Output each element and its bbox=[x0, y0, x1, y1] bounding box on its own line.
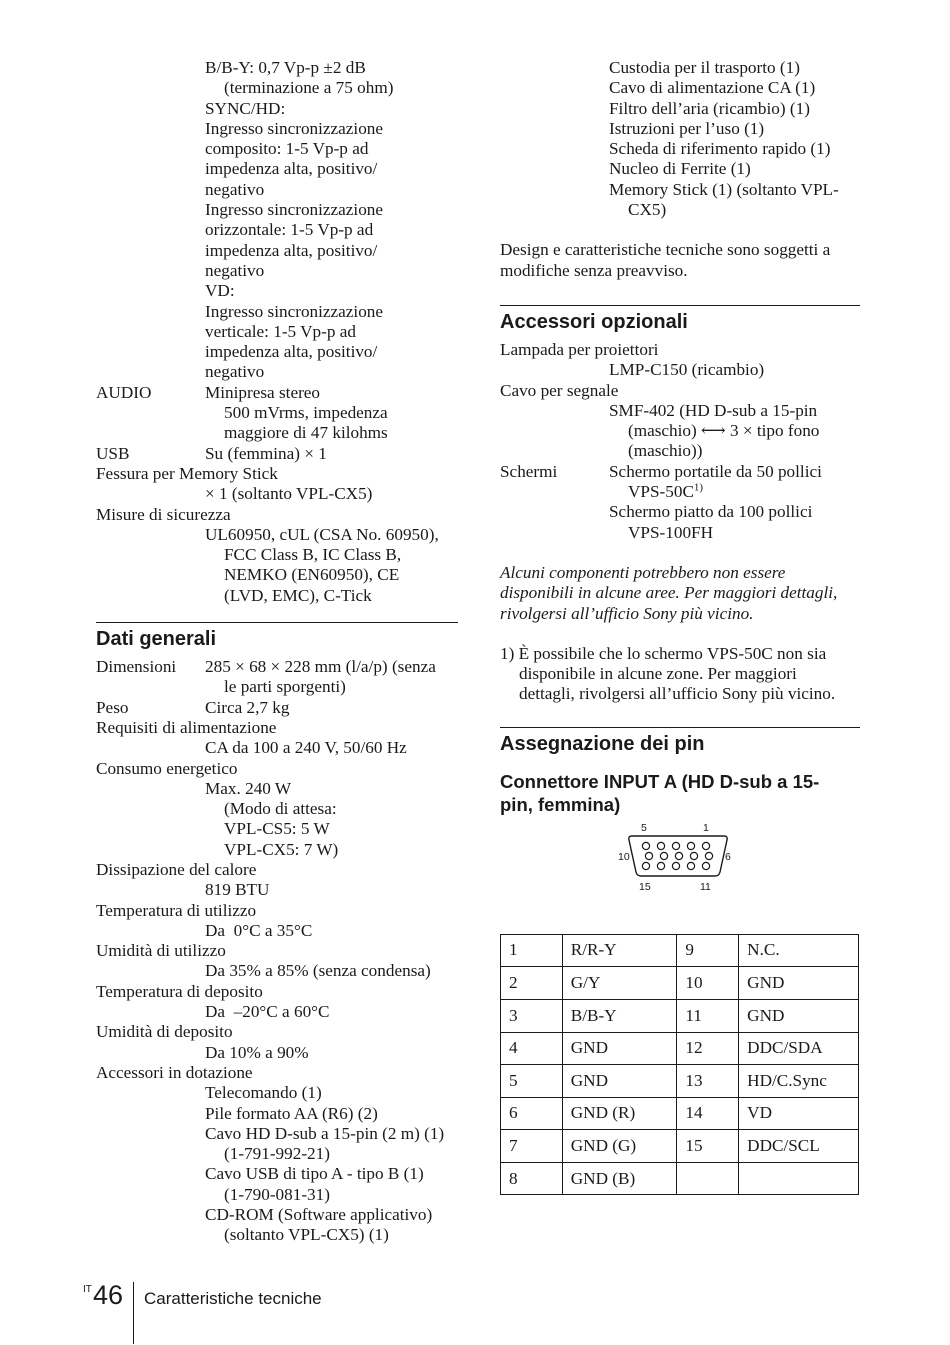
spec-key: Umidità di utilizzo bbox=[96, 941, 226, 961]
spec-key: USB bbox=[96, 443, 130, 463]
hd-dsub-15-pin-icon bbox=[500, 816, 860, 916]
pin-signal: DDC/SDA bbox=[739, 1032, 859, 1065]
spec-value: Circa 2,7 kg bbox=[205, 697, 290, 717]
spec-key: Dimensioni bbox=[96, 657, 177, 677]
language-code: IT bbox=[83, 1284, 92, 1295]
pin-signal: VD bbox=[739, 1097, 859, 1130]
pin-label-15: 15 bbox=[639, 880, 651, 893]
footer-divider bbox=[133, 1282, 134, 1344]
spec-line: verticale: 1-5 Vp-p ad bbox=[205, 321, 356, 341]
table-row bbox=[501, 967, 859, 1000]
availability-note-line: rivolgersi all’ufficio Sony più vicino. bbox=[500, 603, 754, 623]
spec-line: Ingresso sincronizzazione bbox=[205, 200, 384, 220]
footer-section-title: Caratteristiche tecniche bbox=[144, 1289, 322, 1308]
spec-line: orizzontale: 1-5 Vp-p ad bbox=[205, 220, 374, 240]
spec-key: AUDIO bbox=[96, 382, 152, 402]
spec-line: impedenza alta, positivo/ bbox=[205, 342, 378, 362]
left-column bbox=[96, 58, 458, 1246]
spec-line: (maschio)) bbox=[628, 441, 703, 461]
pin-number: 9 bbox=[677, 934, 739, 967]
spec-line: (LVD, EMC), C-Tick bbox=[224, 585, 372, 605]
connector-diagram bbox=[500, 816, 860, 916]
spec-key: Temperatura di utilizzo bbox=[96, 900, 257, 920]
spec-row-usb bbox=[96, 444, 458, 464]
signal-spec-list bbox=[96, 58, 458, 383]
pin-number: 15 bbox=[677, 1130, 739, 1163]
spec-key: Misure di sicurezza bbox=[96, 504, 231, 524]
pin-number: 2 bbox=[501, 967, 563, 1000]
connector-heading bbox=[500, 770, 860, 816]
pin-assignment-table bbox=[500, 934, 859, 1196]
availability-note-line: disponibili in alcune aree. Per maggiori dettagli, bbox=[500, 583, 838, 603]
screen-model: VPS-50C bbox=[628, 482, 694, 502]
spec-line: negativo bbox=[205, 362, 265, 382]
spec-line: VPL-CX5: 7 W) bbox=[224, 839, 339, 859]
pin-number: 1 bbox=[501, 934, 563, 967]
pin-label-10: 10 bbox=[618, 850, 630, 863]
pin-label-6: 6 bbox=[725, 850, 731, 863]
pin-signal: DDC/SCL bbox=[739, 1130, 859, 1163]
spec-row-dimensions bbox=[96, 657, 458, 677]
spec-line: negativo bbox=[205, 179, 265, 199]
accessory-item: Telecomando (1) bbox=[205, 1083, 322, 1103]
spec-value: Da 35% a 85% (senza condensa) bbox=[205, 961, 431, 981]
pin-signal: N.C. bbox=[739, 934, 859, 967]
spec-line: Ingresso sincronizzazione bbox=[205, 301, 384, 321]
section-heading-pins: Assegnazione dei pin bbox=[500, 727, 860, 756]
pin-signal: B/B-Y bbox=[562, 999, 677, 1032]
pin-signal: GND bbox=[562, 1065, 677, 1098]
accessory-item: CX5) bbox=[628, 200, 667, 220]
table-row bbox=[501, 1032, 859, 1065]
connector-heading-line: Connettore INPUT A (HD D-sub a 15- bbox=[500, 770, 820, 792]
spec-line: negativo bbox=[205, 260, 265, 280]
accessory-item: (soltanto VPL-CX5) (1) bbox=[224, 1225, 389, 1245]
accessory-item: Scheda di riferimento rapido (1) bbox=[609, 139, 831, 159]
design-note-line: modifiche senza preavviso. bbox=[500, 260, 688, 280]
pin-number: 7 bbox=[501, 1130, 563, 1163]
right-column bbox=[500, 58, 860, 1195]
spec-value: CA da 100 a 240 V, 50/60 Hz bbox=[205, 738, 407, 758]
accessory-item: Cavo HD D-sub a 15-pin (2 m) (1) bbox=[205, 1123, 445, 1143]
table-row bbox=[501, 1130, 859, 1163]
spec-line: impedenza alta, positivo/ bbox=[205, 159, 378, 179]
accessory-item: Custodia per il trasporto (1) bbox=[609, 58, 800, 77]
spec-key: Umidità di deposito bbox=[96, 1022, 233, 1042]
accessory-item: Pile formato AA (R6) (2) bbox=[205, 1103, 378, 1123]
spec-key: Consumo energetico bbox=[96, 758, 238, 778]
cable-connector-text: (maschio) bbox=[628, 421, 697, 441]
spec-line bbox=[500, 421, 860, 441]
spec-value: Schermo portatile da 50 pollici bbox=[609, 461, 822, 481]
cable-connector-text: 3 × tipo fono bbox=[729, 421, 820, 441]
table-row bbox=[501, 1162, 859, 1195]
spec-value: Da 0°C a 35°C bbox=[205, 920, 313, 940]
spec-key: Requisiti di alimentazione bbox=[96, 717, 277, 737]
spec-line: NEMKO (EN60950), CE bbox=[224, 565, 400, 585]
pin-signal: GND (G) bbox=[562, 1130, 677, 1163]
spec-key: Accessori in dotazione bbox=[96, 1062, 253, 1082]
pin-signal: G/Y bbox=[562, 967, 677, 1000]
spec-line: (terminazione a 75 ohm) bbox=[224, 78, 394, 98]
accessory-item: Filtro dell’aria (ricambio) (1) bbox=[609, 98, 810, 118]
spec-value: Da 10% a 90% bbox=[205, 1042, 309, 1062]
accessory-item: Cavo di alimentazione CA (1) bbox=[609, 78, 816, 98]
spec-value: 285 × 68 × 228 mm (l/a/p) (senza bbox=[205, 657, 436, 677]
footnote-line: 1) È possibile che lo schermo VPS-50C non sia bbox=[500, 643, 827, 663]
accessory-item: (1-790-081-31) bbox=[224, 1184, 330, 1204]
pin-number bbox=[677, 1162, 739, 1195]
pin-number: 8 bbox=[501, 1162, 563, 1195]
pin-number: 6 bbox=[501, 1097, 563, 1130]
accessory-item: Memory Stick (1) (soltanto VPL- bbox=[609, 179, 839, 199]
spec-value: Su (femmina) × 1 bbox=[205, 443, 327, 463]
spec-key: Schermi bbox=[500, 461, 558, 481]
pin-label-11: 11 bbox=[700, 880, 711, 893]
spec-value: SMF-402 (HD D-sub a 15-pin bbox=[609, 400, 818, 420]
page-number: 46 bbox=[93, 1280, 124, 1310]
footnote-marker: 1) bbox=[693, 481, 704, 494]
pin-signal: GND bbox=[739, 999, 859, 1032]
spec-line: SYNC/HD: bbox=[205, 98, 286, 118]
spec-value: Schermo piatto da 100 pollici bbox=[609, 502, 813, 522]
table-row bbox=[501, 1097, 859, 1130]
table-row bbox=[501, 999, 859, 1032]
section-heading-general: Dati generali bbox=[96, 622, 458, 651]
pin-signal: HD/C.Sync bbox=[739, 1065, 859, 1098]
accessory-item: (1-791-992-21) bbox=[224, 1144, 330, 1164]
pin-signal: GND (R) bbox=[562, 1097, 677, 1130]
footnote-line: dettagli, rivolgersi all’ufficio Sony più vicino. bbox=[519, 684, 836, 704]
double-arrow-icon: ⟷ bbox=[701, 421, 726, 441]
accessory-item: CD-ROM (Software applicativo) bbox=[205, 1205, 433, 1225]
section-heading-optional: Accessori opzionali bbox=[500, 305, 860, 334]
pin-signal: GND bbox=[562, 1032, 677, 1065]
pin-number: 11 bbox=[677, 999, 739, 1032]
spec-line: FCC Class B, IC Class B, bbox=[224, 545, 402, 565]
spec-line: VD: bbox=[205, 281, 235, 301]
spec-key: Fessura per Memory Stick bbox=[96, 463, 278, 483]
pin-number: 4 bbox=[501, 1032, 563, 1065]
spec-value: 819 BTU bbox=[205, 880, 270, 900]
pin-number: 5 bbox=[501, 1065, 563, 1098]
connector-heading-line: pin, femmina) bbox=[500, 793, 621, 815]
spec-value: Minipresa stereo bbox=[205, 382, 321, 402]
accessory-item: Nucleo di Ferrite (1) bbox=[609, 159, 751, 179]
spec-line: B/B-Y: 0,7 Vp-p ±2 dB bbox=[205, 58, 366, 77]
spec-row-screens bbox=[500, 462, 860, 482]
spec-line: composito: 1-5 Vp-p ad bbox=[205, 139, 369, 159]
spec-value: UL60950, cUL (CSA No. 60950), bbox=[205, 524, 439, 544]
pin-signal: GND (B) bbox=[562, 1162, 677, 1195]
pin-number: 13 bbox=[677, 1065, 739, 1098]
spec-line: le parti sporgenti) bbox=[224, 677, 346, 697]
spec-line: Ingresso sincronizzazione bbox=[205, 118, 384, 138]
spec-row-weight bbox=[96, 698, 458, 718]
spec-line: maggiore di 47 kilohms bbox=[224, 423, 388, 443]
spec-key: Peso bbox=[96, 697, 129, 717]
pin-signal: GND bbox=[739, 967, 859, 1000]
footnote-line: disponibile in alcune zone. Per maggiori bbox=[519, 664, 797, 684]
spec-value: Da –20°C a 60°C bbox=[205, 1002, 330, 1022]
accessory-item: Istruzioni per l’uso (1) bbox=[609, 118, 765, 138]
pin-number: 3 bbox=[501, 999, 563, 1032]
spec-row-audio bbox=[96, 383, 458, 403]
pin-label-5: 5 bbox=[641, 821, 647, 834]
table-row bbox=[501, 1065, 859, 1098]
spec-key: Cavo per segnale bbox=[500, 380, 619, 400]
pin-number: 10 bbox=[677, 967, 739, 1000]
spec-key: Temperatura di deposito bbox=[96, 981, 263, 1001]
table-row bbox=[501, 934, 859, 967]
spec-value: × 1 (soltanto VPL-CX5) bbox=[205, 484, 373, 504]
spec-line: VPL-CS5: 5 W bbox=[224, 819, 330, 839]
spec-value: Max. 240 W bbox=[205, 778, 292, 798]
spec-line bbox=[500, 482, 860, 502]
pin-number: 12 bbox=[677, 1032, 739, 1065]
pin-signal bbox=[739, 1162, 859, 1195]
design-note-line: Design e caratteristiche tecniche sono soggetti a bbox=[500, 240, 831, 260]
accessory-item: Cavo USB di tipo A - tipo B (1) bbox=[205, 1164, 424, 1184]
availability-note-line: Alcuni componenti potrebbero non essere bbox=[500, 562, 786, 582]
spec-line: VPS-100FH bbox=[628, 522, 714, 542]
spec-line: impedenza alta, positivo/ bbox=[205, 240, 378, 260]
pin-number: 14 bbox=[677, 1097, 739, 1130]
pin-signal: R/R-Y bbox=[562, 934, 677, 967]
spec-key: Lampada per proiettori bbox=[500, 339, 659, 359]
pin-label-1: 1 bbox=[703, 821, 709, 834]
spec-line: 500 mVrms, impedenza bbox=[224, 403, 388, 423]
spec-line: (Modo di attesa: bbox=[224, 799, 337, 819]
spec-key: Dissipazione del calore bbox=[96, 859, 257, 879]
spec-value: LMP-C150 (ricambio) bbox=[609, 360, 765, 380]
